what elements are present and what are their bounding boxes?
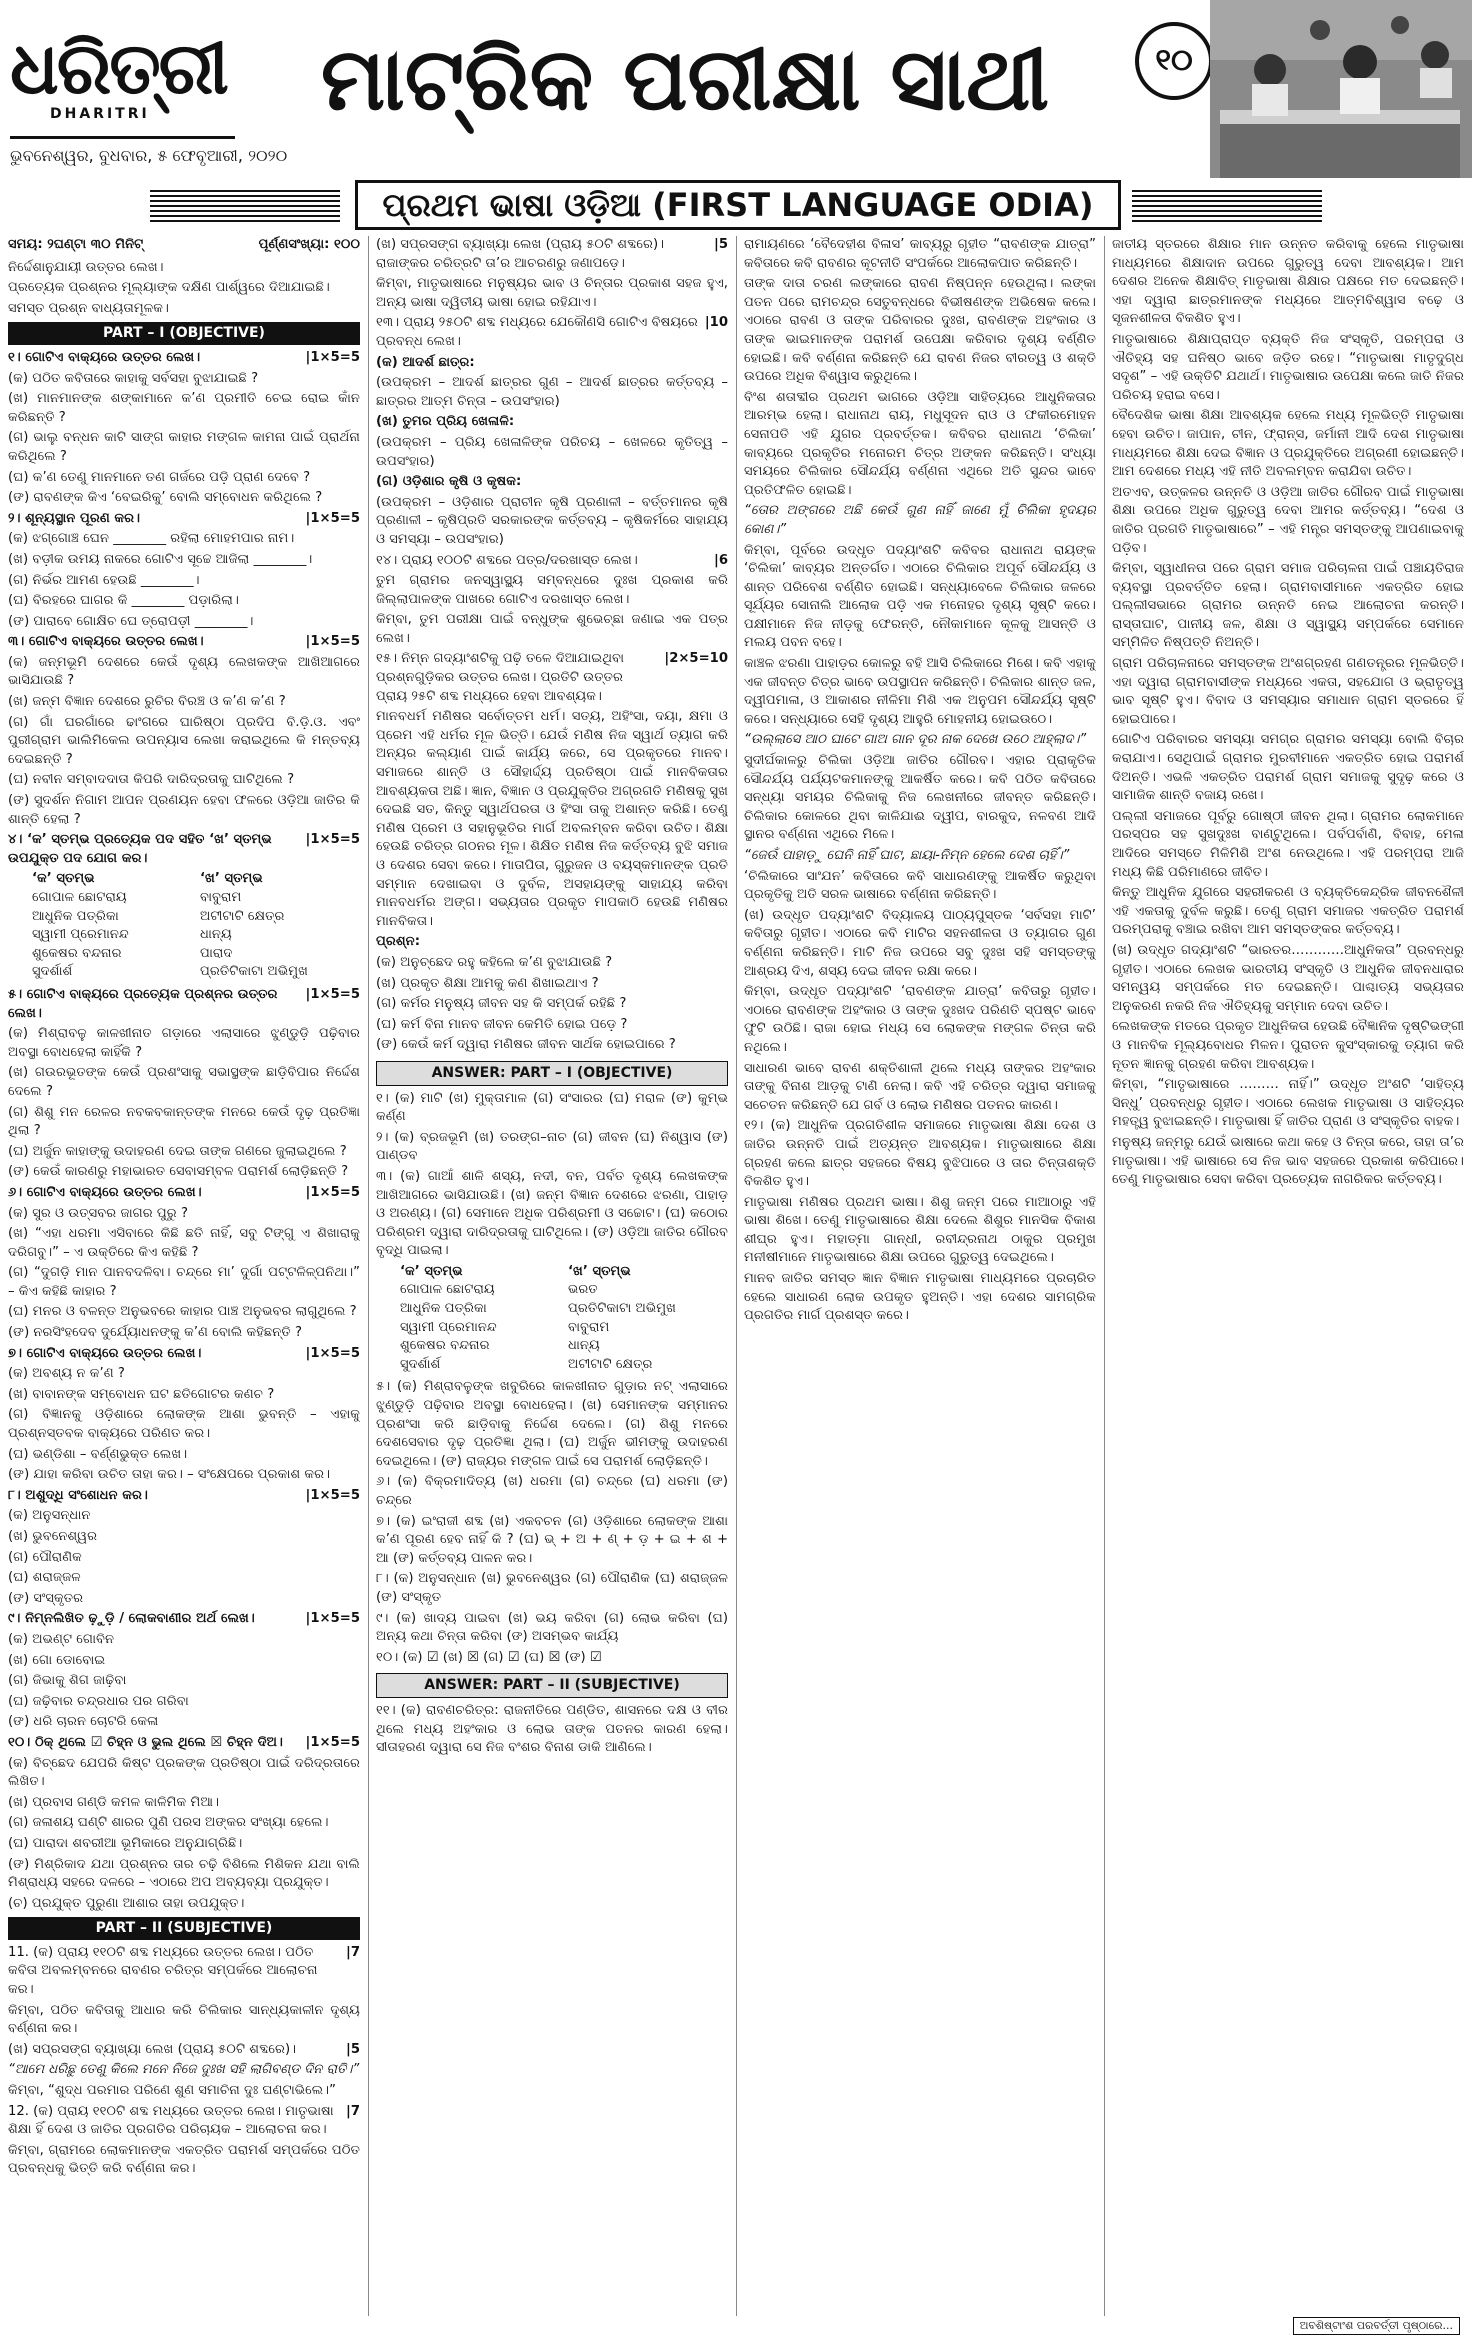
answer-paragraph: ସାଧାରଣ ଭାବେ ରାବଣ ଶକ୍ତିଶାଳୀ ଥିଲେ ମଧ୍ୟ ତାଙ୍କର ଅହଂକାର ତାଙ୍କୁ ବିନାଶ ଆଡ଼କୁ ଟାଣି ନେଲା। କବି ଏହି ଚରିତ୍ର ଦ୍ୱାରା ସମାଜକୁ ସଚେତନ କରିଛନ୍ତି ଯେ ଗର୍ବ ଓ ଲୋଭ ମଣିଷର ପତନର କାରଣ। [744, 1060, 1096, 1113]
column-divider [368, 236, 369, 2316]
match-column-header: ‘ଖ’ ସ୍ତମ୍ଭ [568, 1263, 631, 1279]
part-heading: PART – I (OBJECTIVE) [8, 322, 360, 345]
question-item: (ଗ) ବିଜ୍ଞାନକୁ ଓଡ଼ିଶାରେ ଲୋକଙ୍କ ଆଶା ଭୁବନ୍ତି – ଏହାକୁ ପ୍ରଶ୍ନସ୍ତବକ ବାକ୍ୟରେ ପରିଣତ କର। [8, 1407, 360, 1442]
match-cell: ପାରାଦ [200, 945, 233, 961]
answer-paragraph: ମାନବ ଜାତିର ସମସ୍ତ ଜ୍ଞାନ ବିଜ୍ଞାନ ମାତୃଭାଷା ମାଧ୍ୟମରେ ପ୍ରଚାରିତ ହେଲେ ସାଧାରଣ ଲୋକ ଉପକୃତ ହୁଅନ୍ତି। ଏହା ଦେଶର ସାମଗ୍ରିକ ପ୍ରଗତିର ମାର୍ଗ ପ୍ରଶସ୍ତ କରେ। [744, 1271, 1096, 1324]
match-cell: ପ୍ରତିଟିକାଟା ଅଭିମୁଖ [200, 964, 309, 980]
match-column-header: ‘ଖ’ ସ୍ତମ୍ଭ [200, 871, 263, 887]
question-item: (ଖ) ପ୍ରବାସ ଗଣ୍ଡି କମଳ କାଳିମିକ ମିଆ। [8, 1794, 220, 1810]
match-cell: ପ୍ରତିଟିକାଟା ଅଭିମୁଖ [568, 1301, 677, 1317]
answer-item: ୮। (କ) ଅନୁସନ୍ଧାନ (ଖ) ଭୁବନେଶ୍ୱର (ଗ) ପୌରାଣିକ (ଘ) ଶରାଜ୍ଜଳ (ଙ) ସଂସ୍କୃତ [376, 1571, 728, 1605]
question-heading: ୬। ଗୋଟିଏ ବାକ୍ୟରେ ଉତ୍ତର ଲେଖ। |1×5=5 [8, 1184, 360, 1200]
answer-paragraph: ସୁଦୀର୍ଘକାଳରୁ ଚିଲିକା ଓଡ଼ିଆ ଜାତିର ଗୌରବ। ଏହାର ପ୍ରାକୃତିକ ସୌନ୍ଦର୍ଯ୍ୟ ପର୍ଯ୍ୟଟକମାନଙ୍କୁ ଆକର୍ଷିତ କରେ। କବି ପଠିତ କବିତାରେ ସନ୍ଧ୍ୟା ସମୟର ଚିଲିକାକୁ ନିଜ ଲେଖନୀରେ ଜୀବନ୍ତ କରିଛନ୍ତି। ଚିଲିକାର କୋଳରେ ଥିବା କାଳିଯାଈ ଦ୍ୱୀପ, ବାରକୁଦ, ନଳବଣ ଆଦି ସ୍ଥାନର ବର୍ଣ୍ଣନା ଏଥିରେ ମିଳେ। [744, 753, 1096, 843]
column-2 [376, 236, 728, 2316]
answer-item: ୧୧। (କ) ରାବଣଚରିତ୍ର: ରାଜନୀତିରେ ପଣ୍ଡିତ, ଶାସନରେ ଦକ୍ଷ ଓ ବୀର ଥିଲେ ମଧ୍ୟ ଅହଂକାର ଓ ଲୋଭ ତାଙ୍କ ପତନର କାରଣ ହେଲା। ସୀତାହରଣ ଦ୍ୱାରା ସେ ନିଜ ବଂଶର ବିନାଶ ଡାକି ଆଣିଲେ। [376, 1702, 728, 1756]
match-column-header: ‘କ’ ସ୍ତମ୍ଭ [400, 1263, 463, 1279]
question-heading: ୮। ଅଶୁଦ୍ଧି ସଂଶୋଧନ କର। |1×5=5 [8, 1487, 360, 1503]
answer-paragraph: ପଲ୍ଲୀ ସମାଜରେ ପୂର୍ବରୁ ଗୋଷ୍ଠୀ ଜୀବନ ଥିଲା। ଗ୍ରାମର ଲୋକମାନେ ପରସ୍ପର ସହ ସୁଖଦୁଃଖ ବାଣ୍ଟୁଥିଲେ। ପର୍ବପର୍ବାଣି, ବିବାହ, ମେଳା ଆଦିରେ ସମସ୍ତେ ମିଳିମିଶି ଅଂଶ ନେଉଥିଲେ। ଏହି ପରମ୍ପରା ଆଜି ମଧ୍ୟ କିଛି ପରିମାଣରେ ଜୀବିତ। [1112, 808, 1464, 880]
question-item: (ଙ) କେଉଁ କର୍ମ ଦ୍ୱାରା ମଣିଷର ଜୀବନ ସାର୍ଥକ ହୋଇପାରେ ? [376, 1037, 676, 1053]
question-item: (ଖ) ବଡ଼ୀକ ଉମୟ ନାକରେ ଗୋଟିଏ ସୂଚ୍ଚେ ଆଜିଲା ________। [8, 551, 313, 567]
logo-text: ଧରିତ୍ରୀ [10, 25, 227, 110]
instruction: ପ୍ରତ୍ୟେକ ପ୍ରଶ୍ନର ମୂଲ୍ୟାଙ୍କ ଦକ୍ଷିଣ ପାର୍ଶ୍ୱରେ ଦିଆଯାଇଛି। [8, 280, 330, 296]
essay-topic: (ଗ) ଓଡ଼ିଶାର କୃଷି ଓ କୃଷକ: [376, 474, 522, 490]
question-item: (ଘ) ନବୀନ ସମ୍ବାଦଦାତା କିପରି ଦାରିଦ୍ରତାକୁ ଘାଟିଥିଲେ ? [8, 772, 295, 788]
answer-item: ୧। (କ) ମାଟି (ଖ) ମୁକ୍ତାମାଳ (ଗ) ସଂସାରର (ଘ) ମରାଳ (ଙ) କୁମ୍ଭ କର୍ଣ୍ଣ [376, 1090, 728, 1125]
essay-outline: (ଉପକ୍ରମ – ପ୍ରିୟ ଖେଳାଳିଙ୍କ ପରିଚୟ – ଖେଳରେ କୃତିତ୍ୱ – ଉପସଂହାର) [376, 434, 728, 469]
question-item: (ଗ) କର୍ମର ମନୁଷ୍ୟ ଜୀବନ ସହ କି ସମ୍ପର୍କ ରହିଛି ? [376, 996, 627, 1012]
part-heading: PART – II (SUBJECTIVE) [8, 1917, 360, 1940]
answer-paragraph: ମାତୃଭାଷା ମଣିଷର ପ୍ରଥମ ଭାଷା। ଶିଶୁ ଜନ୍ମ ପରେ ମାଆଠାରୁ ଏହି ଭାଷା ଶିଖେ। ତେଣୁ ମାତୃଭାଷାରେ ଶିକ୍ଷା ଦେଲେ ଶିଶୁର ମାନସିକ ବିକାଶ ଶୀଘ୍ର ହୁଏ। ମହାତ୍ମା ଗାନ୍ଧୀ, ରବୀନ୍ଦ୍ରନାଥ ଠାକୁର ପ୍ରମୁଖ ମନୀଷୀମାନେ ମାତୃଭାଷାରେ ଶିକ୍ଷା ଉପରେ ଗୁରୁତ୍ୱ ଦେଇଥିଲେ। [744, 1194, 1096, 1266]
question-item: (ଖ) ପ୍ରକୃତ ଶିକ୍ଷା ଆମକୁ କଣ ଶିଖାଇଥାଏ ? [376, 975, 599, 991]
logo-latin: DHARITRI [50, 106, 150, 122]
match-column-header: ‘କ’ ସ୍ତମ୍ଭ [32, 871, 95, 887]
column-3 [744, 236, 1096, 2316]
question-heading: ୧୫। ନିମ୍ନ ଗଦ୍ୟାଂଶଟିକୁ ପଢ଼ି ତଳେ ଦିଆଯାଇଥିବା ପ୍ରଶ୍ନଗୁଡ଼ିକର ଉତ୍ତର ଲେଖ। ପ୍ରତିଟି ଉତ୍ତର ପ୍ରାୟ ୨୫ଟି ଶବ୍ଦ ମଧ୍ୟରେ ହେବା ଆବଶ୍ୟକ। |2×5=10 [376, 651, 728, 704]
answer-item: ୫। (କ) ମିଶ୍ରାବଳୁଙ୍କ ଖବୁରିରେ କାଳଖୀନାତ ଗୁଡ଼ାର ନଟ୍ ଏଲାସାରେ ଝୁଣ୍ଡୁଡ଼ି ପଢ଼ିବାର ଅବସ୍ଥା ବୋଧହେଲା। (ଖ) ସେମାନଙ୍କ ସମ୍ମାନର ପ୍ରଶଂସା କରି ଛାଡ଼ିବାକୁ ନିର୍ଦ୍ଦେଶ ଦେଲେ। (ଗ) ଶିଶୁ ମନରେ ଦେଶସେବାର ଦୃଢ଼ ପ୍ରତିଜ୍ଞା ଥିଲା। (ଘ) ଅର୍ଜୁନ ଭୀମଙ୍କୁ ଉଦାହରଣ ଦେଇଥିଲେ। (ଙ) ରାଜ୍ୟର ମଙ୍ଗଳ ପାଇଁ ସେ ପରାମର୍ଶ ଲୋଡ଼ିଛନ୍ତି। [376, 1379, 728, 1469]
essay-outline: (ଉପକ୍ରମ – ଆଦର୍ଶ ଛାତ୍ରର ଗୁଣ – ଆଦର୍ଶ ଛାତ୍ରର କର୍ତ୍ତବ୍ୟ – ଛାତ୍ରର ଆତ୍ମ ଚିନ୍ତା – ଉପସଂହାର) [376, 375, 728, 409]
section-banner [0, 180, 1472, 230]
match-cell: ସୁଦର୍ଶାର୍ଶ [32, 964, 73, 980]
questions-label: ପ୍ରଶ୍ନ: [376, 934, 421, 950]
answer-item: ୨। (କ) ବ୍ରଜଭୂମି (ଖ) ତରଙ୍ଗ–ନାଚ (ଗ) ଜୀବନ (ଘ) ନିଶ୍ୱାସ (ଙ) ପାଣ୍ଡବ [376, 1129, 728, 1164]
logo-rule [10, 136, 235, 139]
question-item: (ଖ) ଗୋ ଡୋବୋଇ [8, 1652, 106, 1668]
answer-paragraph: ରାମାୟଣରେ ‘ବୈଦେହୀଶ ବିଳାସ’ କାବ୍ୟରୁ ଗୃହୀତ “ରାବଣଙ୍କ ଯାତ୍ରା” କବିତାରେ କବି ରାବଣର କୂଟନୀତି ସଂପର୍କରେ ଆଲୋକପାତ କରିଛନ୍ତି। [744, 237, 1096, 271]
answer-paragraph: ମାତୃଭାଷାରେ ଶିକ୍ଷାପ୍ରାପ୍ତ ବ୍ୟକ୍ତି ନିଜ ସଂସ୍କୃତି, ପରମ୍ପରା ଓ ଐତିହ୍ୟ ସହ ଘନିଷ୍ଠ ଭାବେ ଜଡ଼ିତ ରହେ। “ମାତୃଭାଷା ମାତୃଦୁଗ୍ଧ ସଦୃଶ” – ଏହି ଉକ୍ତିଟି ଯଥାର୍ଥ। ମାତୃଭାଷାର ଉପେକ୍ଷା କଲେ ଜାତି ନିଜର ପରିଚୟ ହରାଇ ବସେ। [1112, 331, 1464, 403]
question-item: (ଖ) “ଏହା ଧରମା ଏସିବାରେ କିଛି ଛତି ନାହିଁ, ସବୁ ଟିଙ୍ଗୁ ଏ ଶିଖାରାକୁ ଦରିଗବୁ।” – ଏ ଉକ୍ତିରେ କିଏ କହିଛି ? [8, 1226, 360, 1260]
question-item: (ଘ) କର୍ମ ବିନା ମାନବ ଜୀବନ କେମିତି ହୋଇ ପଡ଼େ ? [376, 1016, 628, 1032]
column-divider [736, 236, 737, 2316]
question-item: (ଙ) କେଉଁ କାରଣରୁ ମହାଭାରତ ସେବାସମ୍ବଳ ପରାମର୍ଶ ଲୋଡ଼ିଛନ୍ତି ? [8, 1164, 349, 1180]
question-item: (ଗ) ନିର୍ଭର ଆମଣ ହେଉଛି ________। [8, 572, 200, 588]
question-item: କିମ୍ବା, ମାତୃଭାଷାରେ ମନୁଷ୍ୟର ଭାବ ଓ ଚିନ୍ତାର ପ୍ରକାଶ ସହଜ ହୁଏ, ଅନ୍ୟ ଭାଷା ଦ୍ୱିତୀୟ ଭାଷା ହୋଇ ରହିଯାଏ। [376, 276, 728, 310]
answer-paragraph: କିମ୍ବା, “ମାତୃଭାଷାରେ ……… ନାହିଁ।” ଉଦ୍ଧୃତ ଅଂଶଟି ‘ସାହିତ୍ୟ ସିନ୍ଧୁ’ ପ୍ରବନ୍ଧରୁ ଗୃହୀତ। ଏଠାରେ ଲେଖକ ମାତୃଭାଷା ଓ ସାହିତ୍ୟର ମହତ୍ତ୍ୱ ବୁଝାଇଛନ୍ତି। ମାତୃଭାଷା ହିଁ ଜାତିର ପ୍ରାଣ ଓ ସଂସ୍କୃତିର ବାହକ। [1112, 1077, 1464, 1130]
question-item: (ଗ) ଜଳାଶୟ ଘଣ୍ଟି ଶାରର ପୁଣି ପରସ ଅଙ୍କର ସଂଖ୍ୟା ହେଲେ। [8, 1815, 329, 1831]
question-heading: ୨। ଶୂନ୍ୟସ୍ଥାନ ପୂରଣ କର। |1×5=5 [8, 510, 360, 526]
comprehension-passage: ମାନବଧର୍ମ ମଣିଷର ସର୍ବୋତ୍ତମ ଧର୍ମ। ସତ୍ୟ, ଅହିଂସା, ଦୟା, କ୍ଷମା ଓ ପ୍ରେମ ଏହି ଧର୍ମର ମୂଳ ଭିତ୍ତି। ଯେଉଁ ମଣିଷ ନିଜ ସ୍ୱାର୍ଥ ତ୍ୟାଗ କରି ଅନ୍ୟର କଲ୍ୟାଣ ପାଇଁ କାର୍ଯ୍ୟ କରେ, ସେ ପ୍ରକୃତରେ ମାନବ। ସମାଜରେ ଶାନ୍ତି ଓ ସୌହାର୍ଦ୍ଦ୍ୟ ପ୍ରତିଷ୍ଠା ପାଇଁ ମାନବିକତାର ଆବଶ୍ୟକତା ଅଛି। ଜ୍ଞାନ, ବିଜ୍ଞାନ ଓ ପ୍ରଯୁକ୍ତିର ଅଗ୍ରଗତି ମଣିଷକୁ ସୁଖ ଦେଇଛି ସତ, କିନ୍ତୁ ସ୍ୱାର୍ଥପରତା ଓ ହିଂସା ତାକୁ ଅଶାନ୍ତ କରିଛି। ତେଣୁ ମଣିଷ ପ୍ରେମ ଓ ସହାନୁଭୂତିର ମାର୍ଗ ଅବଲମ୍ବନ କରିବା ଉଚିତ। ଶିକ୍ଷା ହେଉଛି ଚରିତ୍ର ଗଠନର ମୂଳ। ଶିକ୍ଷିତ ମଣିଷ ନିଜ କର୍ତ୍ତବ୍ୟ ବୁଝି ସମାଜ ଓ ଦେଶର ସେବା କରେ। ମାତାପିତା, ଗୁରୁଜନ ଓ ବୟସ୍କମାନଙ୍କ ପ୍ରତି ସମ୍ମାନ ଦେଖାଇବା ଓ ଦୁର୍ବଳ, ଅସହାୟଙ୍କୁ ସାହାଯ୍ୟ କରିବା ମାନବଧର୍ମର ଅଙ୍ଗ। ସଭ୍ୟତାର ପ୍ରକୃତ ମାପକାଠି ହେଉଛି ମଣିଷର ମାନବିକତା। [376, 709, 728, 929]
question-item: (ଘ) ପାରାଦା ଶବରୀଆ ଭୂମିକାରେ ଅନୁଯାଗ୍ରିଛି। [8, 1835, 243, 1851]
answer-paragraph: କିମ୍ବା, ପୂର୍ବରେ ଉଦ୍ଧୃତ ପଦ୍ୟାଂଶଟି କବିବର ରାଧାନାଥ ରାୟଙ୍କ ‘ଚିଲିକା’ କାବ୍ୟର ଅନ୍ତର୍ଗତ। ଏଠାରେ ଚିଲିକାର ଅପୂର୍ବ ସୌନ୍ଦର୍ଯ୍ୟ ଓ ଶାନ୍ତ ପରିବେଶ ବର୍ଣ୍ଣିତ ହୋଇଛି। ସନ୍ଧ୍ୟାବେଳେ ଚିଲିକାର ଜଳରେ ସୂର୍ଯ୍ୟର ସୋନାଲି ଆଲୋକ ପଡ଼ି ଏକ ମନୋହର ଦୃଶ୍ୟ ସୃଷ୍ଟି କରେ। ପକ୍ଷୀମାନେ ନିଜ ନୀଡ଼କୁ ଫେରନ୍ତି, ନୌକାମାନେ କୂଳକୁ ଆସନ୍ତି ଓ ମଲୟ ପବନ ବହେ। [744, 542, 1096, 651]
match-cell: ଧାନ୍ୟ [200, 927, 232, 943]
match-cell: ଶୁକେଷର ବନ୍ଦନାର [32, 945, 122, 961]
column-1 [8, 236, 360, 2316]
question-item: କିମ୍ବା, ଗ୍ରାମରେ ଲୋକମାନଙ୍କ ଏକତ୍ରିତ ପରାମର୍ଶ ସମ୍ପର୍କରେ ପଠିତ ପ୍ରବନ୍ଧକୁ ଭିତ୍ତି କରି ବର୍ଣ୍ଣନା କର। [8, 2142, 360, 2177]
question-item: (ଙ) ଧରି ଚାରନ ଚୋଟରି କେଳା [8, 1714, 159, 1730]
answer-item: ୩। (କ) ଗାଆଁ ଶାଳି ଶସ୍ୟ, ନଦୀ, ବନ, ପର୍ବତ ଦୃଶ୍ୟ ଲେଖକଙ୍କ ଆଖିଆଗରେ ଭାସିଯାଉଛି। (ଖ) ଜନ୍ମ ବିଜ୍ଞାନ ଦେଶରେ ଝରଣା, ପାହାଡ଼ ଓ ଅରଣ୍ୟ। (ଗ) ସେମାନେ ଅଧିକ ପରିଶ୍ରମୀ ଓ ସଚ୍ଚୋଟ। (ଘ) କଠୋର ପରିଶ୍ରମ ଦ୍ୱାରା ଦାରିଦ୍ରତାକୁ ଘାଟିଥିଲେ। (ଙ) ଓଡ଼ିଆ ଜାତିର ଗୌରବ ବୃଦ୍ଧି ପାଇଲା। [376, 1168, 728, 1259]
match-cell: ଆଧୁନିକ ପତ୍ରିକା [400, 1301, 487, 1317]
answer-paragraph: (ଖ) ଉଦ୍ଧୃତ ଗଦ୍ୟାଂଶଟି “ଭାରତର…………ଆଧୁନିକତା” ପ୍ରବନ୍ଧରୁ ଗୃହୀତ। ଏଠାରେ ଲେଖକ ଭାରତୀୟ ସଂସ୍କୃତି ଓ ଆଧୁନିକ ଜୀବନଧାରାର ସମନ୍ୱୟ ସମ୍ପର୍କରେ ମତ ଦେଇଛନ୍ତି। ପାଶ୍ଚାତ୍ୟ ସଭ୍ୟତାର ଅନୁକରଣ ନକରି ନିଜ ଐତିହ୍ୟକୁ ସମ୍ମାନ ଦେବା ଉଚିତ। [1112, 942, 1464, 1014]
instruction: ସମସ୍ତ ପ୍ରଶ୍ନ ବାଧ୍ୟତାମୂଳକ। [8, 300, 169, 316]
question-heading: (ଖ) ସପ୍ରସଙ୍ଗ ବ୍ୟାଖ୍ୟା ଲେଖ (ପ୍ରାୟ ୫୦ଟି ଶବ୍ଦରେ)। |5 [8, 2041, 360, 2057]
question-item: (ଗ) ଗାଁ ଘରଗାଁରେ ଢାଂଗରେ ଘାରିଷ୍ଠା ପ୍ରଦିପ ବି.ଡ଼ି.ଓ. ଏବଂ ପୁରୀଗ୍ରାମ ଭାଲିମିକେଲ ଉପନ୍ୟାସ ଲେଖା କରାଇଥିଲେ କି ମନ୍ତବ୍ୟ ଦେଇଛନ୍ତି ? [8, 714, 360, 767]
answer-paragraph: ଜାତୀୟ ସ୍ତରରେ ଶିକ୍ଷାର ମାନ ଉନ୍ନତ କରିବାକୁ ହେଲେ ମାତୃଭାଷା ମାଧ୍ୟମରେ ଶିକ୍ଷାଦାନ ଉପରେ ଗୁରୁତ୍ୱ ଦେବା ଆବଶ୍ୟକ। ଆମ ଦେଶର ଅନେକ ଶିକ୍ଷାବିତ୍ ମାତୃଭାଷା ଶିକ୍ଷାର ପକ୍ଷରେ ମତ ଦେଇଛନ୍ତି। ଏହା ଦ୍ୱାରା ଛାତ୍ରମାନଙ୍କ ମଧ୍ୟରେ ଆତ୍ମବିଶ୍ୱାସ ବଢ଼େ ଓ ସୃଜନଶୀଳତା ବିକଶିତ ହୁଏ। [1112, 237, 1464, 327]
article-columns [8, 236, 1464, 2316]
question-item: (ଚ) ପ୍ରଯୁକ୍ତ ପୁରୁଣା ଆଶାର ତାହା ଉପଯୁକ୍ତ। [8, 1895, 245, 1911]
question-item: (ଖ) ମାନମାନଙ୍କ ଶଙ୍କାମାନେ କ’ଣ ପ୍ରମୀତି ଚେଇ ରୋଇ କାଁନ କରିଛନ୍ତି ? [8, 391, 360, 425]
question-heading: ୧୪। ପ୍ରାୟ ୧୦୦ଟି ଶବ୍ଦରେ ପତ୍ର/ଦରଖାସ୍ତ ଲେଖ। |6 [376, 552, 728, 568]
issue-number-badge: ୧୦ [1135, 22, 1213, 100]
question-item: (ଙ) ସଂସ୍କୃତର [8, 1590, 84, 1606]
question-item: (ଖ) ବାବାନଙ୍କ ସମ୍ବୋଧନ ଘଟ ଛତିଗୋଟର କଣଚ ? [8, 1386, 275, 1402]
question-item: (ଘ) ଜଢ଼ିବାର ଚନ୍ଦ୍ରଧାର ପର ଗରିବା [8, 1693, 189, 1709]
match-cell: ସ୍ୱାମୀ ପ୍ରେମାନନ୍ଦ [400, 1319, 497, 1335]
match-cell: ଗୋପାଳ ଛୋଟରାୟ [32, 890, 127, 905]
column-4 [1112, 236, 1464, 2316]
question-item: (କ) ଅନୁଚ୍ଛେଦ ରହୁ କହିଲେ କ’ଣ ବୁଝାଯାଉଛି ? [376, 954, 613, 970]
answer-paragraph: ‘ଚିଲିକାରେ ସାଂଯନ’ କବିତାରେ କବି ସାଧାରଣଙ୍କୁ ଆକର୍ଷିତ କରୁଥିବା ପ୍ରକୃତିକୁ ଅତି ସରଳ ଭାଷାରେ ବର୍ଣ୍ଣନା କରିଛନ୍ତି। [744, 868, 1096, 903]
students-exam-photo [1210, 0, 1472, 178]
question-heading: ୧। ଗୋଟିଏ ବାକ୍ୟରେ ଉତ୍ତର ଲେଖ। |1×5=5 [8, 349, 360, 365]
answer-heading: ANSWER: PART – II (SUBJECTIVE) [376, 1673, 728, 1698]
banner-hatch-right [1132, 188, 1322, 222]
question-heading: ୪। ‘କ’ ସ୍ତମ୍ଭ ପ୍ରତ୍ୟେକ ପଦ ସହିତ ‘ଖ’ ସ୍ତମ୍ଭ ଉପଯୁକ୍ତ ପଦ ଯୋଗ କର। |1×5=5 [8, 832, 360, 866]
answer-paragraph: କିମ୍ବା, ଉଦ୍ଧୃତ ପଦ୍ୟାଂଶଟି ‘ରାବଣଙ୍କ ଯାତ୍ରା’ କବିତାରୁ ଗୃହୀତ। ଏଠାରେ ରାବଣଙ୍କ ଅହଂକାର ଓ ତାଙ୍କ ଦୁଃଖଦ ପରିଣତି ସ୍ପଷ୍ଟ ଭାବେ ଫୁଟି ଉଠିଛି। ରାଜା ହୋଇ ମଧ୍ୟ ସେ ଲୋକଙ୍କ ମଙ୍ଗଳ ଚିନ୍ତା କରି ନଥିଲେ। [744, 984, 1096, 1055]
match-cell: ଶୁକେଷର ବନ୍ଦନାର [400, 1338, 490, 1354]
answer-paragraph: କିମ୍ବା, ସ୍ୱାଧୀନତା ପରେ ଗ୍ରାମ ସମାଜ ପରିଚାଳନା ପାଇଁ ପଞ୍ଚାୟତିରାଜ ବ୍ୟବସ୍ଥା ପ୍ରବର୍ତ୍ତିତ ହେଲା। ଗ୍ରାମବାସୀମାନେ ଏକତ୍ରିତ ହୋଇ ପଲ୍ଲୀସଭାରେ ଗ୍ରାମର ଉନ୍ନତି ନେଇ ଆଲୋଚନା କରନ୍ତି। ରାସ୍ତାଘାଟ, ପାନୀୟ ଜଳ, ଶିକ୍ଷା ଓ ସ୍ୱାସ୍ଥ୍ୟ ସମ୍ପର୍କରେ ସେମାନେ ସମ୍ମିଳିତ ନିଷ୍ପତ୍ତି ନିଅନ୍ତି। [1112, 561, 1464, 651]
newspaper-logo [10, 25, 227, 128]
students-exam-image [1210, 0, 1472, 178]
match-cell: ଆଧୁନିକ ପତ୍ରିକା [32, 908, 119, 924]
question-heading: ୯। ନିମ୍ନଲିଖିତ ଢ଼ୁଡ଼ି / ଲୋକବାଣୀର ଅର୍ଥ ଲେଖ। |1×5=5 [8, 1611, 360, 1627]
question-heading: ୭। ଗୋଟିଏ ବାକ୍ୟରେ ଉତ୍ତର ଲେଖ। |1×5=5 [8, 1345, 360, 1361]
answer-paragraph: (ଖ) ଉଦ୍ଧୃତ ପଦ୍ୟାଂଶଟି ବିଦ୍ୟାଳୟ ପାଠ୍ୟପୁସ୍ତକ ‘ସର୍ବସହା ମାଟି’ କବିତାରୁ ଗୃହୀତ। ଏଠାରେ କବି ମାଟିର ସହନଶୀଳତା ଓ ତ୍ୟାଗର ଗୁଣ ବର୍ଣ୍ଣନା କରିଛନ୍ତି। ମାଟି ନିଜ ଉପରେ ସବୁ ଦୁଃଖ ସହି ସମସ୍ତଙ୍କୁ ଆଶ୍ରୟ ଦିଏ, ଶସ୍ୟ ଦେଇ ଜୀବନ ରକ୍ଷା କରେ। [744, 907, 1096, 979]
essay-topic: (ଖ) ତୁମର ପ୍ରିୟ ଖେଳାଳି: [376, 414, 515, 430]
quoted-verse: “ଆମେ ଧରିଛୁ ତେଣୁ କିଲେ ମନେ ନିଜେ ଦୁଃଖ ସହି ଲାଗିବଣ୍ଡ ଦିନ ରାତି।” [8, 2062, 360, 2078]
column-divider [1104, 236, 1105, 2316]
question-item: (ଘ) ଭଣ୍ଡିଶା – ବର୍ଣ୍ଣଭୁକ୍ତ ଲେଖ। [8, 1446, 188, 1462]
question-item: (କ) ସୁର ଓ ଉତ୍ସବର ଜାଗର ପୁରୁ ? [8, 1205, 188, 1221]
answer-item: ୧୦। (କ) ☑ (ଖ) ☒ (ଗ) ☑ (ଘ) ☒ (ଙ) ☑ [376, 1649, 602, 1665]
question-item: (କ) ଝଗ୍ଗୋଞ୍ଚ ଘେନ ________ ରହିଲା ମୋହମପାର ନାମ। [8, 531, 295, 547]
answer-paragraph: ଗୋଟିଏ ପରିବାରର ସମସ୍ୟା ସମଗ୍ର ଗ୍ରାମର ସମସ୍ୟା ବୋଲି ବିଚାର କରାଯାଏ। ସେଥିପାଇଁ ଗ୍ରାମର ମୁରବୀମାନେ ଏକତ୍ରିତ ହୋଇ ପରାମର୍ଶ ଦିଅନ୍ତି। ଏଭଳି ଏକତ୍ରିତ ପରାମର୍ଶ ଗ୍ରାମ ସମାଜକୁ ସୁଦୃଢ଼ କରେ ଓ ସାମାଜିକ ଶାନ୍ତି ବଜାୟ ରଖେ। [1112, 732, 1464, 804]
question-item: (କ) ଅବଶ୍ୟ ନ କ’ଣ ? [8, 1366, 125, 1382]
question-heading: 12. (କ) ପ୍ରାୟ ୧୧୦ଟି ଶବ୍ଦ ମଧ୍ୟରେ ଉତ୍ତର ଲେଖ। ମାତୃଭାଷା ଶିକ୍ଷା ହିଁ ଦେଶ ଓ ଜାତିର ପ୍ରଗତିର ପରିଚାୟକ – ଆଲୋଚନା କର। |7 [8, 2103, 360, 2138]
match-cell: ଗୋପାଳ ଛୋଟରାୟ [400, 1282, 495, 1298]
question-item: (ଘ) ବିରହରେ ଘାଗର କି ________ ପଡ଼ାରିଲା। [8, 593, 239, 609]
match-cell: ବାବୁରାମ [200, 890, 242, 905]
match-cell: ଅଟୀଟାଟି କ୍ଷେତ୍ର [200, 908, 285, 924]
match-cell: ବାବୁରାମ [568, 1319, 610, 1335]
answer-match-table [376, 1263, 728, 1375]
match-cell: ଧାନ୍ୟ [568, 1338, 600, 1354]
question-item: (ଗ) “ଦୁଗଡ଼ି ମାନ ପାନବଦଳିବା। ଚନ୍ଦ୍ରେ ମା’ ଦୁର୍ଗା ପଟ୍ଟଳିଳ୍ପନିଥା।” – କିଏ କହିଛି କାହାର ? [8, 1265, 360, 1299]
answer-paragraph: କିନ୍ତୁ ଆଧୁନିକ ଯୁଗରେ ସହରୀକରଣ ଓ ବ୍ୟକ୍ତିକେନ୍ଦ୍ରିକ ଜୀବନଶୈଳୀ ଏହି ଏକତାକୁ ଦୁର୍ବଳ କରୁଛି। ତେଣୁ ଗ୍ରାମ ସମାଜର ଏକତ୍ରିତ ପରାମର୍ଶ ପରମ୍ପରାକୁ ବଞ୍ଚାଇ ରଖିବା ଆମ ସମସ୍ତଙ୍କର କର୍ତ୍ତବ୍ୟ। [1112, 885, 1464, 938]
answer-paragraph: ମନୁଷ୍ୟ ଜନ୍ମରୁ ଯେଉଁ ଭାଷାରେ କଥା କହେ ଓ ଚିନ୍ତା କରେ, ତାହା ତା’ର ମାତୃଭାଷା। ଏହି ଭାଷାରେ ସେ ନିଜ ଭାବ ସହଜରେ ପ୍ରକାଶ କରିପାରେ। ତେଣୁ ମାତୃଭାଷାର ସେବା କରିବା ପ୍ରତ୍ୟେକ ନାଗରିକର କର୍ତ୍ତବ୍ୟ। [1112, 1134, 1464, 1188]
match-cell: ଭରତ [568, 1282, 598, 1298]
answer-item: ୬। (କ) ବିକ୍ରମାଦିତ୍ୟ (ଖ) ଧରମା (ଗ) ଚନ୍ଦ୍ରେ (ଘ) ଧରମା (ଙ) ଚନ୍ଦ୍ରେ [376, 1474, 728, 1508]
instruction: ନିର୍ଦ୍ଦେଶାନୁଯାୟୀ ଉତ୍ତର ଲେଖ। [8, 259, 164, 275]
question-heading: ୫। ଗୋଟିଏ ବାକ୍ୟରେ ପ୍ରତ୍ୟେକ ପ୍ରଶ୍ନର ଉତ୍ତର ଲେଖ। |1×5=5 [8, 986, 360, 1021]
answer-paragraph: ଗ୍ରାମ ପରିଚାଳନାରେ ସମସ୍ତଙ୍କ ଅଂଶଗ୍ରହଣ ଗଣତନ୍ତ୍ରର ମୂଳଭିତ୍ତି। ଏହା ଦ୍ୱାରା ଗ୍ରାମବାସୀଙ୍କ ମଧ୍ୟରେ ଏକତା, ସହଯୋଗ ଓ ଭ୍ରାତୃତ୍ୱ ଭାବ ସୃଷ୍ଟି ହୁଏ। ବିବାଦ ଓ ସମସ୍ୟାର ସମାଧାନ ଗ୍ରାମ ସ୍ତରରେ ହିଁ ହୋଇପାରେ। [1112, 656, 1464, 727]
answer-paragraph: ୧୨। (କ) ଆଧୁନିକ ପ୍ରଗତିଶୀଳ ସମାଜରେ ମାତୃଭାଷା ଶିକ୍ଷା ଦେଶ ଓ ଜାତିର ଉନ୍ନତି ପାଇଁ ଅତ୍ୟନ୍ତ ଆବଶ୍ୟକ। ମାତୃଭାଷାରେ ଶିକ୍ଷା ଗ୍ରହଣ କଲେ ଛାତ୍ର ସହଜରେ ବିଷୟ ବୁଝିପାରେ ଓ ତାର ଚିନ୍ତାଶକ୍ତି ବିକଶିତ ହୁଏ। [744, 1118, 1096, 1190]
match-cell: ସୁଦର୍ଶାର୍ଶ [400, 1356, 441, 1372]
question-item: (ଘ) କ’ଣ ତେଣୁ ମାନମାନେ ତଣ ଗର୍ଜରେ ପଡ଼ି ପ୍ରାଣ ଦେବେ ? [8, 469, 311, 485]
answer-item: ୯। (କ) ଖାଦ୍ୟ ପାଇବା (ଖ) ଭୟ କରିବା (ଗ) ଲୋଭ କରିବା (ଘ) ଅନ୍ୟ କଥା ଚିନ୍ତା କରିବା (ଙ) ଅସମ୍ଭବ କାର୍ଯ୍ୟ [376, 1610, 728, 1645]
answer-paragraph: ତାଙ୍କ ଦାତା ଚରଣ ଲଙ୍କାରେ ରାବଣ ନିଷ୍ପନ୍ନ ହେଉଥିଲା। ଲଙ୍କା ପତନ ପରେ ରାମଚନ୍ଦ୍ର ସେତୁବନ୍ଧରେ ବିଭୀଷଣଙ୍କ ଅଭିଷେକ କଲେ। ଏଠାରେ ରାବଣ ଓ ତାଙ୍କ ପରିବାରର ଦୁଃଖ, ରାବଣଙ୍କ ଅହଂକାର ଓ ତାଙ୍କ ଭାଇମାନଙ୍କ ପରାମର୍ଶ ଉପେକ୍ଷା କରିବାର ଦୃଶ୍ୟ ବର୍ଣ୍ଣିତ ହୋଇଛି। କବି ବର୍ଣ୍ଣନା କରିଛନ୍ତି ଯେ ରାବଣ ନିଜର ବୀରତ୍ୱ ଓ ଶକ୍ତି ଉପରେ ଅଧିକ ବିଶ୍ୱାସ କରୁଥିଲେ। [744, 276, 1096, 385]
question-item: (କ) ଅଭଣ୍ଟ ଗୋବିନ [8, 1631, 115, 1647]
question-item: (ଗ) ଭାଲୁ ବନ୍ଧନ କାଟି ସାଙ୍ଗ କାହାର ମଙ୍ଗଳ କାମନା ପାଇଁ ପ୍ରାର୍ଥନା କରିଥିଲେ ? [8, 430, 360, 464]
answer-paragraph: ଲେଖକଙ୍କ ମତରେ ପ୍ରକୃତ ଆଧୁନିକତା ହେଉଛି ବୈଜ୍ଞାନିକ ଦୃଷ୍ଟିଭଙ୍ଗୀ ଓ ମାନବିକ ମୂଲ୍ୟବୋଧର ମିଳନ। ପୁରାତନ କୁସଂସ୍କାରକୁ ତ୍ୟାଗ କରି ନୂତନ ଜ୍ଞାନକୁ ଗ୍ରହଣ କରିବା ଆବଶ୍ୟକ। [1112, 1019, 1464, 1072]
section-title: ପ୍ରଥମ ଭାଷା ଓଡ଼ିଆ (FIRST LANGUAGE ODIA) [355, 180, 1121, 230]
question-heading: ୧୦। ଠିକ୍ ଥିଲେ ☑ ଚିହ୍ନ ଓ ଭୁଲ ଥିଲେ ☒ ଚିହ୍ନ ଦିଅ। |1×5=5 [8, 1734, 360, 1750]
quoted-verse: “ଉଲ୍ଲାସେ ଆଠ ଘାଟେ ଗାଅ ଗାନ ଦୂର ନାକ ଦେଖେ ଉଠେ ଆହ୍ଲାଦ।” [744, 732, 1087, 748]
question-item: (ଗ) ଜିଭାକୁ ଶିଗ ଜାଢ଼ିବା [8, 1673, 127, 1689]
question-item: (ଙ) ରାବଣଙ୍କ କିଏ ‘ବେଇରିକୁ’ ବୋଲି ସମ୍ବୋଧନ କରିଥିଲେ ? [8, 490, 323, 506]
question-item: (କ) ବିଚ୍ଛେଦ ଯେପରି କିଷ୍ଟ ପ୍ରକଙ୍କ ପ୍ରତିଷ୍ଠା ପାଇଁ ଦରିଦ୍ରତାରେ ଲିଖିତ। [8, 1755, 360, 1790]
continued-note: ଅବଶିଷ୍ଟାଂଶ ପରବର୍ତ୍ତୀ ପୃଷ୍ଠାରେ... [1293, 2317, 1460, 2335]
answer-heading: ANSWER: PART – I (OBJECTIVE) [376, 1061, 728, 1086]
exam-header [8, 236, 360, 255]
question-item: (କ) ଅନୁସନ୍ଧାନ [8, 1508, 91, 1524]
question-item: କିମ୍ବା, “ଶୁଦ୍ଧ ପରମାର ପରିଣେ ଶୁଣ ସମାଚିନା ଦୁଃ ଘଣ୍ଟାଭିଲେ।” [8, 2083, 336, 2099]
essay-outline: (ଉପକ୍ରମ – ଓଡ଼ିଶାର ପ୍ରାଚୀନ କୃଷି ପ୍ରଣାଳୀ – ବର୍ତ୍ତମାନର କୃଷି ପ୍ରଣାଳୀ – କୃଷିପ୍ରତି ସରକାରଙ୍କ କର୍ତ୍ତବ୍ୟ – କୃଷିକର୍ମରେ ସାହାଯ୍ୟ ଓ ସମସ୍ୟା – ଉପସଂହାର) [376, 494, 728, 547]
question-item: (ଖ) ଜନ୍ମ ବିଜ୍ଞାନ ଦେଶରେ ରୁଚିର ବିରଞ୍ଚ ଓ କ’ଣ କ’ଣ ? [8, 694, 286, 710]
masthead [0, 0, 1472, 185]
question-item: (କ) ମିଶ୍ରାବଳୁ କାଳଖୀନାତ ଗଡ଼ାରେ ଏଲାସାରେ ଝୁଣ୍ଡୁଡ଼ି ପଢ଼ିବାର ଅବସ୍ଥା ବୋଧହେଲା କାହିଁକି ? [8, 1026, 360, 1060]
answer-paragraph: ଅତଏବ, ଉତ୍କଳର ଉନ୍ନତି ଓ ଓଡ଼ିଆ ଜାତିର ଗୌରବ ପାଇଁ ମାତୃଭାଷା ଶିକ୍ଷା ଉପରେ ଅଧିକ ଗୁରୁତ୍ୱ ଦେବା ଆମର କର୍ତ୍ତବ୍ୟ। “ଦେଶ ଓ ଜାତିର ପ୍ରଗତି ମାତୃଭାଷାରେ” – ଏହି ମନ୍ତ୍ର ସମସ୍ତଙ୍କୁ ଆପଣାଇବାକୁ ପଡ଼ିବ। [1112, 484, 1464, 556]
question-item: (ଖ) ଭୁବନେଶ୍ୱର [8, 1529, 98, 1544]
question-item: (ଗ) ପୌରାଣିକ [8, 1549, 82, 1565]
question-item: (ଙ) ନରସିଂହଦେବ ଦୁର୍ଯ୍ୟୋଧନଙ୍କୁ କ’ଣ ବୋଲି କହିଛନ୍ତି ? [8, 1325, 302, 1341]
quoted-verse: “ଜେଉଁ ପାହାଡ଼ୁ ଘେନି ନାହିଁ ଘାଟ, ଛାୟା-ନିମ୍ନ ହେଲେ ଦେଶ ଚାହିଁ।” [744, 848, 1070, 863]
question-item: (ଙ) ମିଶ୍ରିକାଦ ଯଥା ପ୍ରଶ୍ନର ତାର ଚଢ଼ି ବିଶିଲେ ମିଶିକନ ଯଥା ବାଲି ମିଶ୍ରାଧ୍ୟ ସହରେ ଦଳରେ – ଏଠାରେ ଅପ ଅବ୍ୟବ୍ୟା ପ୍ରଯୁକ୍ତ। [8, 1856, 360, 1891]
question-item: ତୁମ ଗ୍ରାମର ଜନସ୍ୱାସ୍ଥ୍ୟ ସମ୍ବନ୍ଧରେ ଦୁଃଖ ପ୍ରକାଶ କରି ଜିଲ୍ଲାପାଳଙ୍କ ପାଖରେ ଗୋଟିଏ ଦରଖାସ୍ତ ଲେଖ। [376, 573, 728, 607]
question-item: (ଘ) ଶରାଜ୍ଜଳ [8, 1570, 81, 1586]
question-item: (କ) ଜନ୍ମଭୂମି ଦେଶରେ କେଉଁ ଦୃଶ୍ୟ ଲେଖକଙ୍କ ଆଖିଆଗରେ ଭାସିଯାଉଛି ? [8, 654, 360, 689]
page-title: ମାଟ୍ରିକ ପରୀକ୍ଷା ସାଥୀ [320, 29, 1050, 130]
question-item: (ଘ) ଅର୍ଜୁନ କାହାଙ୍କୁ ଉଦାହରଣ ଦେଇ ତାଙ୍କ ଗଣରେ ଜୁଲାଇଥିଲେ ? [8, 1143, 347, 1159]
question-heading: ୧୩। ପ୍ରାୟ ୨୫୦ଟି ଶବ୍ଦ ମଧ୍ୟରେ ଯେକୌଣସି ଗୋଟିଏ ବିଷୟରେ ପ୍ରବନ୍ଧ ଲେଖ। |10 [376, 315, 728, 349]
question-item: କିମ୍ବା, ପଠିତ କବିତାକୁ ଆଧାର କରି ଚିଲିକାର ସାନ୍ଧ୍ୟକାଳୀନ ଦୃଶ୍ୟ ବର୍ଣ୍ଣନା କର। [8, 2002, 360, 2037]
match-table [8, 870, 360, 982]
question-item: କିମ୍ବା, ତୁମ ପରୀକ୍ଷା ପାଇଁ ବନ୍ଧୁଙ୍କ ଶୁଭେଚ୍ଛା ଜଣାଇ ଏକ ପତ୍ର ଲେଖ। [376, 612, 728, 646]
answer-item: ୭। (କ) ଇଂରାଜୀ ଶବ୍ଦ (ଖ) ଏକବଚନ (ଗ) ଓଡ଼ିଶାରେ ଲୋକଙ୍କ ଆଶା କ’ଣ ପୂରଣ ହେବ ନାହିଁ କି ? (ଘ) ଭ୍ + ଅ + ଣ୍ + ଡ଼ + ଇ + ଶ + ଆ (ଙ) କର୍ତ୍ତବ୍ୟ ପାଳନ କର। [376, 1513, 728, 1566]
dateline: ଭୁବନେଶ୍ୱର, ବୁଧବାର, ୫ ଫେବୃଆରୀ, ୨୦୨୦ [10, 146, 288, 165]
exam-full-marks: ପୂର୍ଣ୍ଣସଂଖ୍ୟା: ୧୦୦ [258, 237, 360, 252]
question-heading: 11. (କ) ପ୍ରାୟ ୧୧୦ଟି ଶବ୍ଦ ମଧ୍ୟରେ ଉତ୍ତର ଲେଖ। ପଠିତ କବିତା ଅବଲମ୍ବନରେ ରାବଣର ଚରିତ୍ର ସମ୍ପର୍କରେ ଆଲୋଚନା କର। |7 [8, 1944, 360, 1998]
match-cell: ଅଟୀଟାଟି କ୍ଷେତ୍ର [568, 1356, 653, 1372]
question-heading: (ଖ) ସପ୍ରସଙ୍ଗ ବ୍ୟାଖ୍ୟା ଲେଖ (ପ୍ରାୟ ୫୦ଟି ଶବ୍ଦରେ)। ରାଜାଙ୍କର ଚରିତ୍ରଟି ତା’ର ଆଚରଣରୁ ଜଣାପଡ଼େ। |5 [376, 237, 728, 271]
match-cell: ସ୍ୱାମୀ ପ୍ରେମାନନ୍ଦ [32, 927, 129, 943]
answer-paragraph: ବିଂଶ ଶତାବ୍ଦୀର ପ୍ରଥମ ଭାଗରେ ଓଡ଼ିଆ ସାହିତ୍ୟରେ ଆଧୁନିକତାର ଆରମ୍ଭ ହେଲା। ରାଧାନାଥ ରାୟ, ମଧୁସୂଦନ ରାଓ ଓ ଫକୀରମୋହନ ସେନାପତି ଏହି ଯୁଗର ପ୍ରବର୍ତ୍ତକ। କବିବର ରାଧାନାଥ ‘ଚିଲିକା’ କାବ୍ୟରେ ପ୍ରକୃତିର ମନୋରମ ଚିତ୍ର ଅଙ୍କନ କରିଛନ୍ତି। ସଂଧ୍ୟା ସମୟରେ ଚିଲିକାର ସୌନ୍ଦର୍ଯ୍ୟ ବର୍ଣ୍ଣନା ଏଥିରେ ଅତି ସୁନ୍ଦର ଭାବେ ପ୍ରତିଫଳିତ ହୋଇଛି। [744, 389, 1096, 498]
answer-paragraph: ବୈଦେଶିକ ଭାଷା ଶିକ୍ଷା ଆବଶ୍ୟକ ହେଲେ ମଧ୍ୟ ମୂଳଭିତ୍ତି ମାତୃଭାଷା ହେବା ଉଚିତ। ଜାପାନ, ଚୀନ, ଫ୍ରାନ୍ସ, ଜର୍ମାନୀ ଆଦି ଦେଶ ମାତୃଭାଷା ମାଧ୍ୟମରେ ଶିକ୍ଷା ଦେଇ ବିଜ୍ଞାନ ଓ ପ୍ରଯୁକ୍ତିରେ ଅଗ୍ରଣୀ ହୋଇଛନ୍ତି। ଆମ ଦେଶରେ ମଧ୍ୟ ଏହି ନୀତି ଅବଲମ୍ବନ କରାଯିବା ଉଚିତ। [1112, 408, 1464, 480]
question-item: (କ) ପଠିତ କବିତାରେ କାହାକୁ ସର୍ବସହା ବୁଝାଯାଇଛି ? [8, 370, 259, 386]
banner-hatch-left [150, 188, 340, 222]
question-item: (ଙ) ସୁଦର୍ଶନ ନିଗାମ ଆପନ ପ୍ରଣୟନ ହେବା ଫଳରେ ଓଡ଼ିଆ ଜାତିର କି ଶାନ୍ତି ହେଲା ? [8, 793, 360, 827]
exam-time: ସମୟ: ୨ଘଣ୍ଟା ୩୦ ମିନିଟ୍ [8, 237, 144, 252]
essay-topic: (କ) ଆଦର୍ଶ ଛାତ୍ର: [376, 354, 475, 370]
question-item: (ଗ) ଶିଶୁ ମନ ରେଳର ନବକବକାନ୍ତଙ୍କ ମନରେ କେଉଁ ଦୃଢ଼ ପ୍ରତିଜ୍ଞା ଥିଲା ? [8, 1104, 360, 1139]
question-item: (ଘ) ମନର ଓ ବଳନ୍ତ ଅନୁଭବରେ କାହାର ପାଞ୍ଚ ଅନୁଭବର ଲାଗୁଥିଲେ ? [8, 1304, 357, 1320]
question-item: (ଙ) ପାରାବେ ଗୋକ୍ଷିଚ ଘେ ତ୍ରୋପଡ଼ୀ ________। [8, 613, 254, 629]
question-item: (ଖ) ଗଉରଭୂତଙ୍କ କେଉଁ ପ୍ରଶଂସାକୁ ସଭାସ୍ଥଙ୍କ ଛାଡ଼ିବିପାର ନିର୍ଦ୍ଦେଶ ଦେଲେ ? [8, 1065, 360, 1099]
answer-paragraph: କାଞ୍ଚଳ ଝରଣା ପାହାଡ଼ର କୋଳରୁ ବହି ଆସି ଚିଲିକାରେ ମିଶେ। କବି ଏହାକୁ ଏକ ଜୀବନ୍ତ ଚିତ୍ର ଭାବେ ଉପସ୍ଥାପନ କରିଛନ୍ତି। ଚିଲିକାର ଶାନ୍ତ ଜଳ, ଦ୍ୱୀପମାଳା, ଓ ଆକାଶର ନୀଳିମା ମିଶି ଏକ ଅନୁପମ ସୌନ୍ଦର୍ଯ୍ୟ ସୃଷ୍ଟି କରେ। ସନ୍ଧ୍ୟାରେ ସେହି ଦୃଶ୍ୟ ଆହୁରି ମୋହନୀୟ ହୋଇଉଠେ। [744, 656, 1096, 727]
question-heading: ୩। ଗୋଟିଏ ବାକ୍ୟରେ ଉତ୍ତର ଲେଖ। |1×5=5 [8, 634, 360, 650]
quoted-verse: “ତୋର ଅଙ୍ଗରେ ଅଛି କେଉଁ ଗୁଣ ନାହିଁ ଜାଣେ ମୁଁ ଚିଲିକା ହୃଦୟର କୋଣ।” [744, 503, 1096, 537]
question-item: (ଙ) ଯାହା କରିବା ଉଚିତ ତାହା କର। – ସଂକ୍ଷେପରେ ପ୍ରକାଶ କର। [8, 1467, 331, 1483]
